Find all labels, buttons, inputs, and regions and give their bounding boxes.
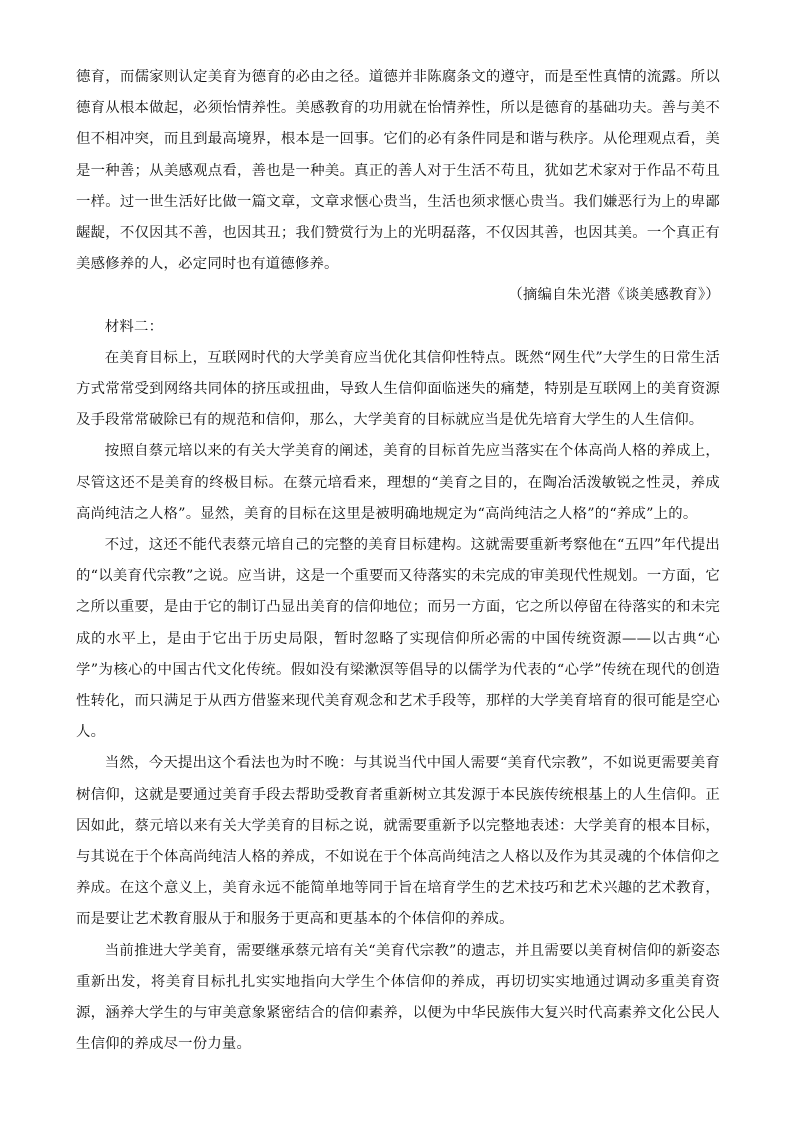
- reading-passage: [76, 62, 720, 1061]
- material1-continuation: 德育，而儒家则认定美育为德育的必由之径。道德并非陈腐条文的遵守，而是至性真情的流露。所以德育从根本做起，必须怡情养性。美感教育的功用就在怡情养性，所以是德育的基础功夫。善与美不但不相冲突，而且到最高境界，根本是一回事。它们的必有条件同是和谐与秩序。从伦理观点看，美是一种善；从美感观点看，善也是一种美。真正的善人对于生活不苟且，犹如艺术家对于作品不苟且一样。过一世生活好比做一篇文章，文章求惬心贵当，生活也须求惬心贵当。我们嫌恶行为上的卑鄙龌龊，不仅因其不善，也因其丑；我们赞赏行为上的光明磊落，不仅因其善，也因其美。一个真正有美感修养的人，必定同时也有道德修养。: [76, 69, 720, 273]
- material2-paragraph-2: 按照自蔡元培以来的有关大学美育的阐述，美育的目标首先应当落实在个体高尚人格的养成上，尽管这还不是美育的终极目标。在蔡元培看来，理想的“美育之目的，在陶冶活泼敏锐之性灵，养成高尚纯洁之人格”。显然，美育的目标在这里是被明确地规定为“高尚纯洁之人格”的“养成”上的。: [76, 443, 720, 522]
- material2-paragraph-3: 不过，这还不能代表蔡元培自己的完整的美育目标建构。这就需要重新考察他在“五四”年代提出的“以美育代宗教”之说。应当讲，这是一个重要而又待落实的未完成的审美现代性规划。一方面，它之所以重要，是由于它的制订凸显出美育的信仰地位；而另一方面，它之所以停留在待落实的和未完成的水平上，是由于它出于历史局限，暂时忽略了实现信仰所必需的中国传统资源——以古典“心学”为核心的中国古代文化传统。假如没有梁漱溟等倡导的以儒学为代表的“心学”传统在现代的创造性转化，而只满足于从西方借鉴来现代美育观念和艺术手段等，那样的大学美育培育的很可能是空心人。: [76, 537, 720, 741]
- material1-source: （摘编自朱光潜《谈美感教育》）: [508, 287, 720, 304]
- material2-paragraph-4: 当然，今天提出这个看法也为时不晚：与其说当代中国人需要“美育代宗教”，不如说更需要美育树信仰，这就是要通过美育手段去帮助受教育者重新树立其发源于本民族传统根基上的人生信仰。正因如此，蔡元培以来有关大学美育的目标之说，就需要重新予以完整地表述：大学美育的根本目标，与其说在于个体高尚纯洁人格的养成，不如说在于个体高尚纯洁之人格以及作为其灵魂的个体信仰之养成。在这个意义上，美育永远不能简单地等同于旨在培育学生的艺术技巧和艺术兴趣的艺术教育，而是要让艺术教育服从于和服务于更高和更基本的个体信仰的养成。: [76, 755, 720, 928]
- material2-paragraph-5: 当前推进大学美育，需要继承蔡元培有关“美育代宗教”的遗志，并且需要以美育树信仰的新姿态重新出发，将美育目标扎扎实实地指向大学生个体信仰的养成，再切切实实地通过调动多重美育资源，涵养大学生的与审美意象紧密结合的信仰素养，以便为中华民族伟大复兴时代高素养文化公民人生信仰的养成尽一份力量。: [76, 942, 720, 1053]
- material2-paragraph-1: 在美育目标上，互联网时代的大学美育应当优化其信仰性特点。既然“网生代”大学生的日常生活方式常常受到网络共同体的挤压或扭曲，导致人生信仰面临迷失的痛楚，特别是互联网上的美育资源及手段常常破除已有的规范和信仰，那么，大学美育的目标就应当是优先培育大学生的人生信仰。: [76, 349, 720, 429]
- material2-heading: 材料二：: [104, 318, 164, 335]
